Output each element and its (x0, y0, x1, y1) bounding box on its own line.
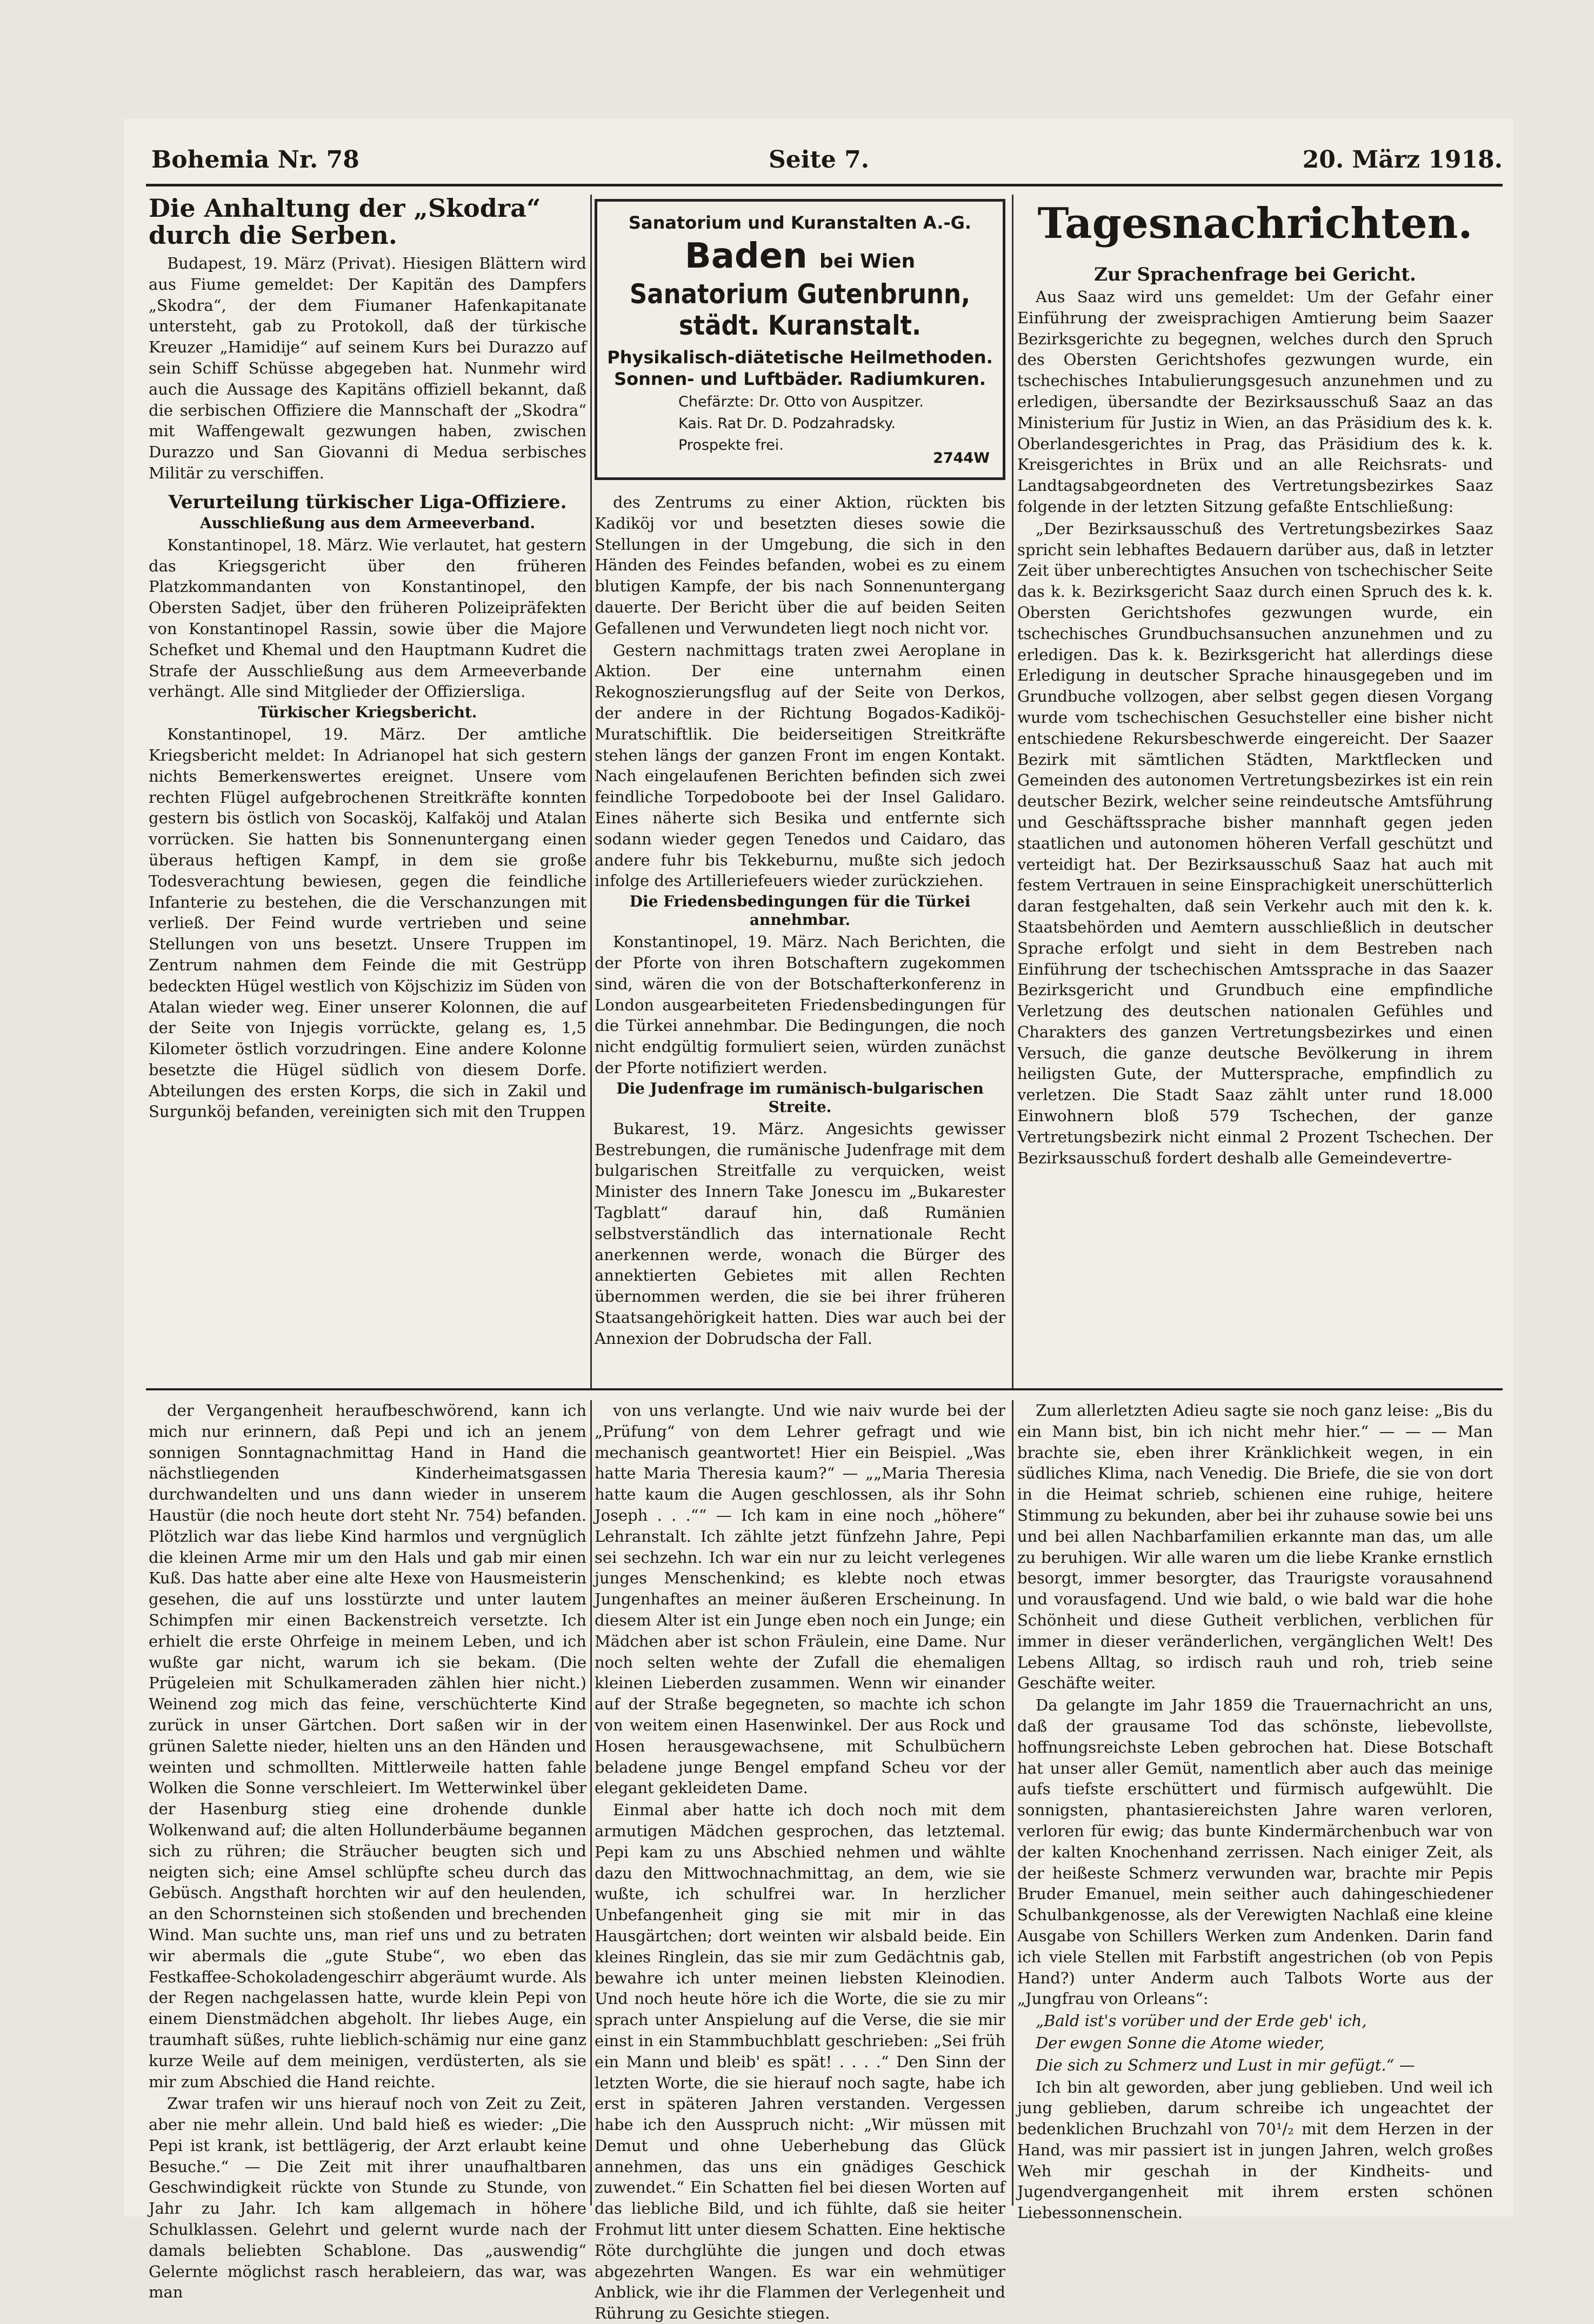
article-sprachenfrage-2: „Der Bezirksausschuß des Vertretungsbezirkes Saaz spricht sein lebhaftes Bedauern darüber aus, daß in letzter Zeit über unberechtigtes Ansuchen von tschechischer Seite das k. k. Bezirksgericht Saaz durch einen Spruch des k. k. Obersten Gerichtshofes gezwungen wurde, ein tschechisches Grundbuchsansuchen anzunehmen und zu erledigen. Das k. k. Bezirksgericht hat allerdings diese Erledigung in deutscher Sprache hinausgegeben und im Grundbuche vollzogen, aber selbst gegen diesen Vorgang wurde vom tschechischen Gesuchsteller eine bisher nicht entschiedene Rekursbeschwerde eingereicht. Der Saazer Bezirk mit sämtlichen Städten, Marktflecken und Gemeinden des autonomen Vertretungsbezirkes ist ein rein deutscher Bezirk, welcher seine reindeutsche Amtsführung und Geschäftssprache bisher mannhaft gegen jeden staatlichen und autonomen höheren Verfall geschützt und verteidigt hat. Der Bezirksausschuß Saaz hat auch mit festem Vertrauen in seine Einsprachigkeit unerschütterlich daran festgehalten, daß sein Verkehr auch mit den k. k. Staatsbehörden und Aemtern ausschließlich in deutscher Sprache erfolgt und sieht in dem Bestreben nach Einführung der tschechischen Amtssprache in das Saazer Bezirksgericht und Grundbuch eine empfindliche Verletzung des deutschen nationalen Gefühles und Charakters des ganzen Vertretungsbezirkes und einen Versuch, die ganze deutsche Bevölkerung in ihrem heiligsten Gute, der Muttersprache, empfindlich zu verletzen. Die Stadt Saaz zählt unter rund 18.000 Einwohnern bloß 579 Tschechen, der ganze Vertretungsbezirk nicht einmal 2 Prozent Tschechen. Der Bezirksausschuß fordert deshalb alle Gemeindevertre- (1017, 519, 1493, 1167)
headline-skodra: Die Anhaltung der „Skodra“ durch die Serben. (149, 194, 541, 250)
column-1 (149, 195, 586, 1379)
article-sprachenfrage-1: Aus Saaz wird uns gemeldet: Um der Gefahr einer Einführung der zweisprachigen Amtierung beim Saazer Bezirksgerichte zu begegnen, welches durch den Spruch des Obersten Gerichtshofes gezwungen wurde, ein tschechisches Intabulierungsgesuch anzunehmen und zu erledigen, übersandte der Bezirksausschuß Saaz an das Ministerium für Justiz in Wien, an das Präsidium des k. k. Oberlandesgerichtes in Prag, das Präsidium des k. k. Kreisgerichtes in Brüx und an alle Reichsrats- und Landtagsabgeordneten des Vertretungsbezirkes Saaz folgende in der letzten Sitzung gefaßte Entschließung: (1017, 288, 1493, 516)
article-aeroplane: Gestern nachmittags traten zwei Aeroplane in Aktion. Der eine unternahm einen Rekognoszierungsflug auf der Seite von Derkos, der andere in der Richtung Bogados-Kadiköj-Muratschiftlik. Die beiderseitigen Streitkräfte stehen längs der ganzen Front im engen Kontakt. Nach eingelaufenen Berichten befinden sich zwei feindliche Torpedoboote bei der Insel Galidaro. Eines näherte sich Besika und entfernte sich sodann wieder gegen Tenedos und Caidaro, das andere fuhr bis Tekkeburnu, mußte sich jedoch infolge des Artilleriefeuers wieder zurückziehen. (595, 641, 1005, 890)
ad-brochure: Prospekte frei. (678, 437, 784, 454)
column-divider (1012, 195, 1013, 1389)
ad-physician-2: Kais. Rat Dr. D. Podzahradsky. (678, 415, 896, 432)
ad-company: Sanatorium und Kuranstalten A.-G. (628, 212, 972, 233)
column-divider (590, 195, 592, 1389)
feuilleton-column-3 (1017, 1400, 1493, 2222)
ad-physician-1: Chefärzte: Dr. Otto von Auspitzer. (678, 394, 924, 410)
header-date: 20. März 1918. (1302, 146, 1503, 174)
headline-sprachenfrage: Zur Sprachenfrage bei Gericht. (1094, 264, 1416, 285)
header-page-number: Seite 7. (768, 146, 870, 174)
feuilleton-paragraph: Da gelangte im Jahr 1859 die Trauernachricht an uns, daß der grausame Tod das schönste, liebevollste, hoffnungsreichste Leben gebrochen hat. Diese Botschaft hat unser aller Gemüt, namentlich aber auch das meinige aufs tiefste erschüttert und fürmisch aufgewühlt. Die sonnigsten, phantasiereichsten Jahre waren verloren, verloren für ewig; das bunte Kindermärchenbuch war von der kalten Knochenhand zerrissen. Nach einiger Zeit, als der heißeste Schmerz verwunden war, brachte mir Pepis Bruder Emanuel, mein seither auch dahingeschiedener Schulbankgenosse, als der Verewigten Nachlaß eine kleine Ausgabe von Schillers Werken zum Andenken. Darin fand ich viele Stellen mit Farbstift angestrichen (ob von Pepis Hand?) unter Anderm auch Talbots Worte aus der „Jungfrau von Orleans“: (1017, 1696, 1493, 2008)
feuilleton-paragraph: Einmal aber hatte ich doch noch mit dem armutigen Mädchen gesprochen, das letztemal. Pepi kam zu uns Abschied nehmen und wählte dazu den Mittwochnachmittag, an dem, wie sie wußte, ich schulfrei war. In herzlicher Unbefangenheit ging sie mit mir in das Hausgärtchen; dort weinten wir alsbald beide. Ein kleines Ringlein, das sie mir zum Gedächtnis gab, bewahre ich unter meinen liebsten Kleinodien. Und noch heute höre ich die Worte, die sie zu mir sprach unter Anspielung auf die Verse, die sie mir einst in ein Stammbuchblatt geschrieben: „Sei früh ein Mann und bleib' es spät! . . . .“ Den Sinn der letzten Worte, die sie hierauf noch sagte, habe ich erst in späteren Jahren verstanden. Vergessen habe ich den Ausspruch nicht: „Wir müssen mit Demut und ohne Ueberhebung das Glück annehmen, das uns ein gnädiges Geschick zuwendet.“ Ein Schatten fiel bei diesen Worten auf das liebliche Bild, und ich fühlte, daß sie heiter Frohmut litt unter diesem Schatten. Eine hektische Röte durchglühte die jungen und doch etwas abgezehrten Wangen. Es war ein wehmütiger Anblick, wie ihr die Flammen der Verlegenheit und Rührung zu Gesichte stiegen. (595, 1801, 1005, 2323)
column-divider (1012, 1400, 1013, 2206)
ad-code: 2744W (933, 450, 990, 467)
subheadline-kriegsbericht: Türkischer Kriegsbericht. (258, 703, 477, 722)
feuilleton-paragraph: Ich bin alt geworden, aber jung geblieben. Und weil ich jung geblieben, darum schreibe ich ungeachtet der bedenklichen Bruchzahl von 70¹/₂ mit dem Herzen in der Hand, was mir passiert ist in jungen Jahren, welch großes Weh mir geschah in der Kindheits- und Jugendvergangenheit mit ihrem ersten schönen Liebessonnenschein. (1017, 2077, 1493, 2222)
article-friedensbedingungen: Konstantinopel, 19. März. Nach Berichten, die der Pforte von ihren Botschaftern zugekommen sind, wären die von der Botschafterkonferenz in London ausgearbeiteten Friedensbedingungen für die Türkei annehmbar. Die Bedingungen, die noch nicht endgültig formuliert seien, würden zunächst der Pforte notifiziert werden. (595, 933, 1005, 1077)
article-kriegsbericht-continued: des Zentrums zu einer Aktion, rückten bis Kadiköj vor und besetzten dieses sowie die Stellungen in der Umgebung, die sich in den Händen des Feindes befanden, wobei es zu einem blutigen Kampfe, der bis nach Sonnenuntergang dauerte. Der Bericht über die auf beiden Seiten Gefallenen und Verwundeten liegt noch nicht vor. (595, 493, 1005, 637)
column-divider (590, 1400, 592, 2206)
column-3 (1017, 195, 1493, 1379)
feuilleton-rule (146, 1388, 1503, 1390)
headline-judenfrage: Die Judenfrage im rumänisch-bulgarischen Streite. (616, 1079, 984, 1116)
article-skodra: Budapest, 19. März (Privat). Hiesigen Blättern wird aus Fiume gemeldet: Der Kapitän des Dampfers „Skodra“, der dem Fiumaner Hafenkapitanate untersteht, gab zu Protokoll, daß der türkische Kreuzer „Hamidije“ auf seinem Kurs bei Durazzo auf sein Schiff Schüsse abgegeben hat. Nunmehr wird auch die Aussage des Kapitäns offiziell bekannt, daß die serbischen Offiziere die Mannschaft der „Skodra“ mit Waffengewalt gezwungen haben, zwischen Durazzo und San Giovanni di Medua serbisches Militär zu verschiffen. (149, 254, 586, 482)
feuilleton-column-1 (149, 1400, 586, 2302)
section-title-tagesnachrichten: Tagesnachrichten. (1037, 199, 1473, 248)
ad-treatments: Physikalisch-diätetische Heilmethoden. Sonnen- und Luftbäder. Radiumkuren. (607, 347, 993, 389)
ad-sanatorium-name: Sanatorium Gutenbrunn, städt. Kuranstalt. (629, 278, 971, 341)
subheadline-liga: Ausschließung aus dem Armeeverband. (199, 514, 536, 532)
headline-liga: Verurteilung türkischer Liga-Offiziere. (168, 491, 567, 513)
header-rule (146, 184, 1503, 187)
headline-friedensbedingungen: Die Friedensbedingungen für die Türkei annehmbar. (629, 893, 971, 929)
poem-line: „Bald ist's vorüber und der Erde geb' ich, (1036, 2012, 1367, 2030)
ad-town: Baden bei Wien (684, 236, 916, 276)
feuilleton-paragraph: der Vergangenheit heraufbeschwörend, kann ich mich nur erinnern, daß Pepi und ich an jenem sonnigen Sonntagnachmittag Hand in Hand die nächstliegenden Kinderheimatsgassen durchwandelten und uns dann wieder in unserem Haustür (die noch heute dort steht Nr. 754) befanden. Plötzlich war das liebe Kind harmlos und vergnüglich die kleinen Arme mir um den Hals und gab mir einen Kuß. Das hatte aber eine alte Hexe von Hausmeisterin gesehen, die auf uns losstürzte und unter lautem Schimpfen mir einen Backenstreich versetzte. Ich erhielt die erste Ohrfeige in meinem Leben, und ich wußte gar nicht, warum ich sie bekam. (Die Prügeleien mit Schulkameraden zählen hier nicht.) Weinend zog mich das feine, verschüchterte Kind zurück in unser Gärtchen. Dort saßen wir in der grünen Salette nieder, hielten uns an den Händen und weinten und schmollten. Mittlerweile hatten fahle Wolken die Sonne verschleiert. Im Wetterwinkel über der Hasenburg stieg eine drohende dunkle Wolkenwand auf; die alten Hollunderbäume begannen sich zu rühren; die Sträucher beugten sich und neigten sich; eine Amsel schlüpfte scheu durch das Gebüsch. Angsthaft horchten wir auf den heulenden, an den Schornsteinen sich stoßenden und brechenden Wind. Man suchte uns, man rief uns und zu betraten wir abermals die „gute Stube“, wo eben das Festkaffee-Schokoladengeschirr abgeräumt wurde. Als der Regen nachgelassen hatte, wurde klein Pepi von einem Dienstmädchen abgeholt. Ihr liebes Auge, ein traumhaft süßes, ruhte lieblich-schämig nur eine ganz kurze Weile auf dem meinigen, verdüsterten, als sie mir zum Abschied die Hand reichte. (149, 1401, 586, 2091)
article-liga: Konstantinopel, 18. März. Wie verlautet, hat gestern das Kriegsgericht über den früheren Platzkommandanten von Konstantinopel, den Obersten Sadjet, über den früheren Polizeipräfekten von Konstantinopel Rassin, sowie über die Majore Schefket und Khemal und den Hauptmann Kudret die Strafe der Ausschließung aus dem Armeeverbande verhängt. Alle sind Mitglieder der Offiziersliga. (149, 535, 586, 701)
article-kriegsbericht: Konstantinopel, 19. März. Der amtliche Kriegsbericht meldet: In Adrianopel hat sich gestern nichts Bemerkenswertes ereignet. Unsere vom rechten Flügel aufgebrochenen Streitkräfte konnten gestern bis östlich von Socasköj, Kalfaköj und Atalan vorrücken. Sie hatten bis Sonnenuntergang einen überaus heftigen Kampf, in dem sie große Todesverachtung bewiesen, gegen die feindliche Infanterie zu bestehen, die die Verschanzungen mit verließ. Der Feind wurde vertrieben und seine Stellungen von uns besetzt. Unsere Truppen im Zentrum nahmen dem Feinde die mit Gestrüpp bedeckten Hügel westlich von Köjschiziz im Süden von Atalan wieder weg. Einer unserer Kolonnen, die auf der Seite von Injegis vorrückte, gelang es, 1,5 Kilometer östlich vorzudringen. Eine andere Kolonne besetzte die Hügel südlich von diesem Dorfe. Abteilungen des ersten Korps, die sich in Zakil und Surgunköj befanden, vereinigten sich mit den Truppen (149, 725, 586, 1121)
newspaper-page (124, 119, 1513, 2323)
column-2 (595, 492, 1005, 1379)
feuilleton-paragraph: Zum allerletzten Adieu sagte sie noch ganz leise: „Bis du ein Mann bist, bin ich nicht mehr hier.“ — — — Man brachte sie, eben ihrer Kränklichkeit wegen, in ein südliches Klima, nach Venedig. Die Briefe, die sie von dort in die Heimat schrieb, schienen eine ruhige, heitere Stimmung zu bekunden, aber bei ihr zuhause sowie bei uns und bei allen Nachbarfamilien erkannte man das, um alle zu beruhigen. Wir alle waren um die liebe Kranke ernstlich besorgt, immer besorgter, das Traurigste vorausahnend und vorausfagend. Und wie bald, o wie bald war die hohe Schönheit und diese Gutheit verblichen, verblichen für immer in dieser veränderlichen, vergänglichen Welt! Des Lebens Alltag, so irdisch rauh und roh, trieb seine Geschäfte weiter. (1017, 1401, 1493, 1693)
feuilleton-paragraph: von uns verlangte. Und wie naiv wurde bei der „Prüfung“ von dem Lehrer gefragt und wie mechanisch geantwortet! Hier ein Beispiel. „Was hatte Maria Theresia kaum?“ — „„Maria Theresia hatte kaum die Augen geschlossen, als ihr Sohn Joseph . . .““ — Ich kam in eine noch „höhere“ Lehranstalt. Ich zählte jetzt fünfzehn Jahre, Pepi sei sechzehn. Ich war ein nur zu leicht verlegenes junges Menschenkind; es klebte noch etwas Jungenhaftes an meiner äußeren Erscheinung. In diesem Alter ist ein Junge eben noch ein Junge; ein Mädchen aber ist schon Fräulein, eine Dame. Nur noch selten wehte der Zufall die ehemaligen kleinen Lieberden zusammen. Wenn wir einander auf der Straße begegneten, so machte ich schon von weitem einen Hasenwinkel. Der aus Rock und Hosen herausgewachsene, mit Schulbüchern beladene junge Bengel empfand Scheu vor der elegant gekleideten Dame. (595, 1401, 1005, 1797)
poem-line: Der ewgen Sonne die Atome wieder, (1036, 2033, 1325, 2052)
article-judenfrage: Bukarest, 19. März. Angesichts gewisser Bestrebungen, die rumänische Judenfrage mit dem bulgarischen Streitfalle zu verquicken, weist Minister des Innern Take Jonescu im „Bukarester Tagblatt“ darauf hin, daß Rumänien selbstverständlich das internationale Recht anerkennen werde, wonach die Bürger des annektierten Gebietes mit allen Rechten übernommen werden, die sie bei ihrer früheren Staatsangehörigkeit hatten. Dies war auch bei der Annexion der Dobrudscha der Fall. (595, 1119, 1005, 1348)
header-issue: Bohemia Nr. 78 (151, 146, 359, 174)
sanatorium-advertisement (595, 199, 1005, 480)
feuilleton-column-2 (595, 1400, 1005, 2323)
ad-town-suffix: bei Wien (819, 250, 916, 272)
feuilleton-paragraph: Zwar trafen wir uns hierauf noch von Zeit zu Zeit, aber nie mehr allein. Und bald hieß es wieder: „Die Pepi ist krank, ist bettlägerig, der Arzt erlaubt keine Besuche.“ — Die Zeit mit ihrer unaufhaltbaren Geschwindigkeit rückte von Stunde zu Stunde, von Jahr zu Jahr. Ich kam allgemach in höhere Schulklassen. Gelehrt und gelernt wurde nach der damals beliebten Schablone. Das „auswendig“ Gelernte möglichst rasch herableiern, das war, was man (149, 2094, 586, 2302)
poem-line: Die sich zu Schmerz und Lust in mir gefügt.“ — (1036, 2055, 1415, 2074)
